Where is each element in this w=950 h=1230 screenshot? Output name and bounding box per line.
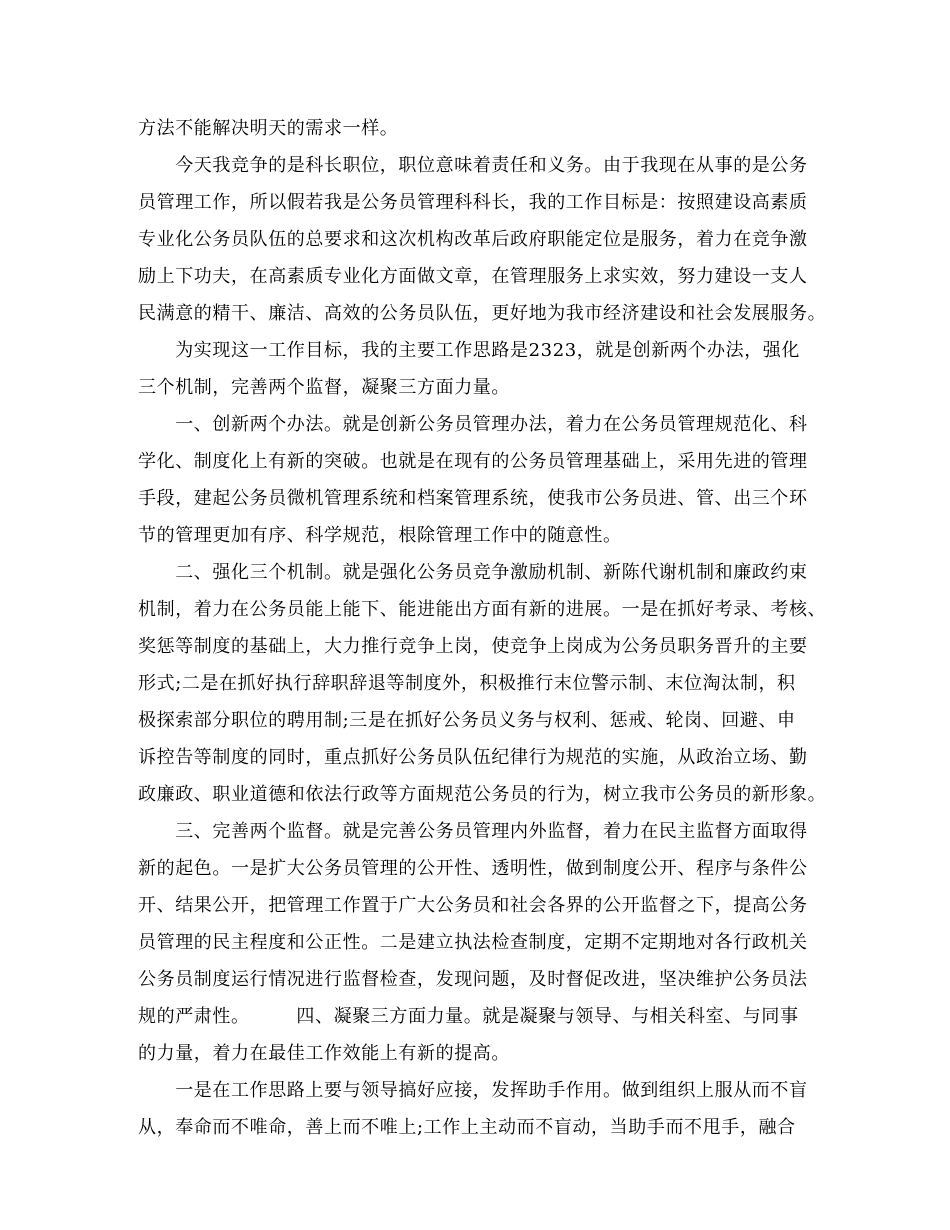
text-line: 新的起色。一是扩大公务员管理的公开性、透明性，做到制度公开、程序与条件公 (138, 858, 808, 879)
text-line: 员管理的民主程度和公正性。二是建立执法检查制度，定期不定期地对各行政机关 (138, 932, 808, 953)
text-line: 机制，着力在公务员能上能下、能进能出方面有新的进展。一是在抓好考录、考核、 (138, 599, 827, 620)
text-line: 规的严肃性。 四、凝聚三方面力量。就是凝聚与领导、与相关科室、与同事 (138, 1006, 799, 1027)
text-line: 奖惩等制度的基础上，大力推行竞争上岗，使竞争上岗成为公务员职务晋升的主要 (138, 636, 808, 657)
text-line: 从，奉命而不唯命，善上而不唯上;工作上主动而不盲动，当助手而不甩手，融合 (138, 1117, 796, 1138)
text-line: 三、完善两个监督。就是完善公务员管理内外监督，着力在民主监督方面取得 (138, 821, 808, 842)
text-line: 节的管理更加有序、科学规范，根除管理工作中的随意性。 (138, 525, 622, 546)
text-line: 形式;二是在抓好执行辞职辞退等制度外，积极推行末位警示制、末位淘汰制，积 (138, 673, 796, 694)
text-line: 的力量，着力在最佳工作效能上有新的提高。 (138, 1043, 510, 1064)
text-line: 今天我竞争的是科长职位，职位意味着责任和义务。由于我现在从事的是公务 (138, 155, 808, 176)
text-line: 专业化公务员队伍的总要求和这次机构改革后政府职能定位是服务，着力在竞争激 (138, 229, 808, 250)
text-line: 一是在工作思路上要与领导搞好应接，发挥助手作用。做到组织上服从而不盲 (138, 1080, 808, 1101)
text-line: 公务员制度运行情况进行监督检查，发现问题，及时督促改进，坚决维护公务员法 (138, 969, 808, 990)
text-line: 一、创新两个办法。就是创新公务员管理办法，着力在公务员管理规范化、科 (138, 414, 808, 435)
text-line: 政廉政、职业道德和依法行政等方面规范公务员的行为，树立我市公务员的新形象。 (138, 784, 827, 805)
text-line: 开、结果公开，把管理工作置于广大公务员和社会各界的公开监督之下，提高公务 (138, 895, 808, 916)
text-line: 二、强化三个机制。就是强化公务员竞争激励机制、新陈代谢机制和廉政约束 (138, 562, 808, 583)
text-line: 学化、制度化上有新的突破。也就是在现有的公务员管理基础上，采用先进的管理 (138, 451, 808, 472)
text-line: 三个机制，完善两个监督，凝聚三方面力量。 (138, 377, 510, 398)
text-line: 方法不能解决明天的需求一样。 (138, 118, 399, 139)
text-line: 为实现这一工作目标，我的主要工作思路是2323，就是创新两个办法，强化 (138, 340, 801, 361)
text-line: 诉控告等制度的同时，重点抓好公务员队伍纪律行为规范的实施，从政治立场、勤 (138, 747, 808, 768)
text-line: 励上下功夫，在高素质专业化方面做文章，在管理服务上求实效，努力建设一支人 (138, 266, 808, 287)
text-line: 员管理工作，所以假若我是公务员管理科科长，我的工作目标是：按照建设高素质 (138, 192, 808, 213)
text-line: 手段，建起公务员微机管理系统和档案管理系统，使我市公务员进、管、出三个环 (138, 488, 808, 509)
text-line: 极探索部分职位的聘用制;三是在抓好公务员义务与权利、惩戒、轮岗、回避、申 (138, 710, 796, 731)
text-line: 民满意的精干、廉洁、高效的公务员队伍，更好地为我市经济建设和社会发展服务。 (138, 303, 827, 324)
